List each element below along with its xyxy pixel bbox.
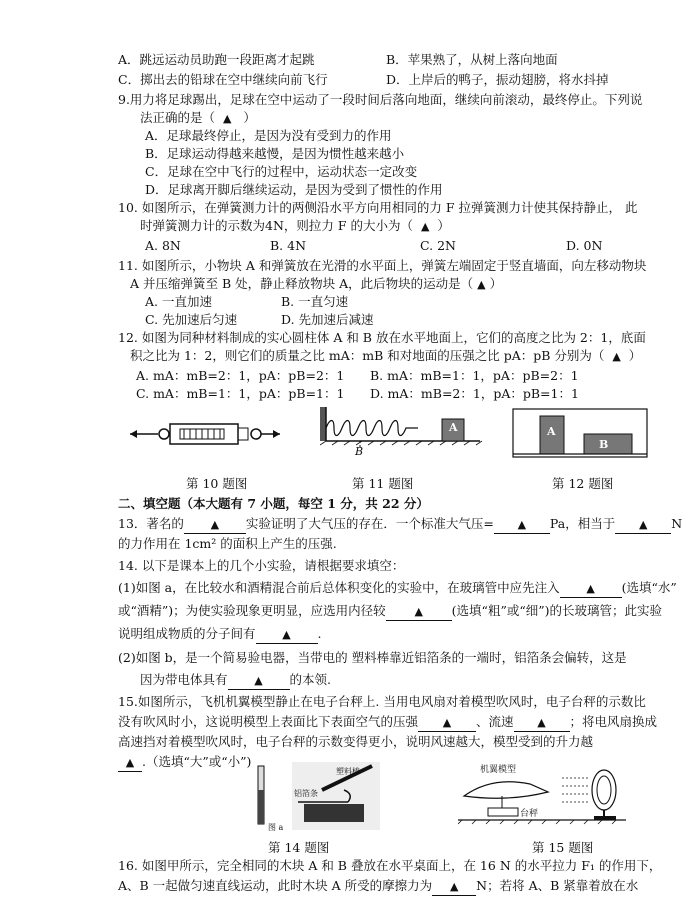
q10-option-d: D. 0N [566, 238, 603, 253]
q13-line-1: 13．著名的 ▲ 实验证明了大气压的存在．一个标准大气压= ▲ Pa，相当于 ▲ N [118, 516, 682, 534]
q10-option-b: B. 4N [270, 238, 307, 253]
q12-option-b: B. mA：mB=1：1，pA：pB=2：1 [370, 368, 579, 383]
option-a: A．跳远运动员助跑一段距离才起跳 [118, 52, 315, 67]
q11-option-b: B. 一直匀速 [281, 294, 349, 309]
scale-label: 台秤 [520, 809, 539, 819]
q9-option-d: D．足球离开脚后继续运动，是因为受到了惯性的作用 [145, 182, 443, 197]
q11-stem-2: A 并压缩弹簧至 B 处，静止释放物块 A，此后物块的运动是（ ▲ ） [130, 276, 503, 291]
q11-option-d: D. 先加速后减速 [281, 312, 374, 327]
q14-line-3: 或“酒精”)；为使实验现象更明显，应选用内径较 ▲ (选填“粗”或“细”)的长玻璃管；此实验 [118, 603, 662, 621]
block-a-label: A [449, 421, 458, 434]
q10-stem-2: 时弹簧测力计的示数为4N，则拉力 F 的大小为（ ▲ ） [140, 218, 450, 233]
q12-stem: 12. 如图为同种材料制成的实心圆柱体 A 和 B 放在水平地面上，它们的高度之比为 2：1，底面 [118, 330, 646, 345]
q16-line-2: A、B 一起做匀速直线运动，此时木块 A 所受的摩擦力为 ▲ N；若将 A、B 紧靠着放在水 [118, 878, 638, 896]
q9-option-b: B．足球运动得越来越慢，是因为惯性越来越小 [145, 146, 405, 161]
wing-model-label: 机翼模型 [480, 765, 517, 775]
q9-option-c: C．足球在空中飞行的过程中，运动状态一定改变 [145, 164, 418, 179]
cylinders-figure [512, 408, 648, 458]
figure-a-label: 图 a [268, 823, 284, 832]
point-b-label: B [355, 445, 364, 458]
q15-line-3: 高速挡对着模型吹风时，电子台秤的示数变得更小，说明风速越大，模型受到的升力越 [118, 734, 594, 749]
q13-line-2: 的力作用在 1cm² 的面积上产生的压强. [118, 536, 337, 551]
figure-15-caption: 第 15 题图 [532, 840, 594, 855]
q9-option-a: A．足球最终停止，是因为没有受到力的作用 [145, 128, 392, 143]
spring-block-figure [320, 405, 484, 461]
q15-line-4: ▲ .（选填“大”或“小”) [118, 754, 251, 772]
q15-line-1: 15.如图所示，飞机机翼模型静止在电子台秤上. 当用电风扇对着模型吹风时，电子台秤的示数比 [118, 694, 646, 709]
figure-12-caption: 第 12 题图 [552, 476, 614, 491]
option-b: B．苹果熟了，从树上落向地面 [386, 52, 558, 67]
q10-option-c: C. 2N [420, 238, 456, 253]
spring-scale-figure [128, 412, 282, 452]
figure-10-caption: 第 10 题图 [186, 476, 248, 491]
option-c: C．掷出去的铅球在空中继续向前飞行 [118, 72, 328, 87]
rod-label: 塑料棒 [336, 767, 360, 776]
cylinder-a-label: A [547, 425, 556, 438]
q14-line-2: (1)如图 a，在比较水和酒精混合前后总体积变化的实验中，在玻璃管中应先注入 ▲ (选填“水” [118, 580, 677, 598]
q12-option-a: A. mA：mB=2：1，pA：pB=2：1 [136, 368, 345, 383]
q15-line-2: 没有吹风时小，这说明模型上表面比下表面空气的压强 ▲ 、流速 ▲ ；将电风扇换成 [118, 714, 657, 732]
q11-stem: 11. 如图所示，小物块 A 和弹簧放在光滑的水平面上，弹簧左端固定于竖直墙面，向左移动物块 [118, 258, 647, 273]
q9-stem: 9.用力将足球踢出，足球在空中运动了一段时间后落向地面，继续向前滚动，最终停止。下列说 [118, 92, 643, 107]
section-2-title: 二、填空题（本大题有 7 小题，每空 1 分，共 22 分） [118, 496, 429, 511]
option-d: D．上岸后的鸭子，振动翅膀，将水抖掉 [386, 72, 609, 87]
q12-option-c: C. mA：mB=1：1，pA：pB=1：1 [136, 386, 345, 401]
q12-stem-2: 积之比为 1：2，则它们的质量之比 mA：mB 和对地面的压强之比 pA：pB 分别为（ ▲ ） [130, 348, 642, 363]
q10-option-a: A. 8N [145, 238, 181, 253]
answer-mark: ▲ [222, 112, 232, 125]
q14-line-5: (2)如图 b，是一个简易验电器，当带电的 塑料棒靠近铝箔条的一端时，铝箔条会偏转，这是 [118, 650, 627, 665]
q12-option-d: D. mA：mB=2：1，pA：pB=1：1 [370, 386, 579, 401]
foil-label: 铝箔条 [294, 789, 318, 798]
q16-line-1: 16. 如图甲所示，完全相同的木块 A 和 B 叠放在水平桌面上，在 16 N 的水平拉力 F₁ 的作用下， [118, 858, 662, 873]
q9-stem-2: 法正确的是（ ▲ ） [140, 110, 256, 125]
q14-line-1: 14. 以下是课本上的几个小实验，请根据要求填空： [118, 558, 405, 573]
q11-option-a: A. 一直加速 [145, 294, 212, 309]
figure-11-caption: 第 11 题图 [352, 476, 414, 491]
cylinder-b-label: B [599, 438, 609, 451]
q14-line-6: 因为带电体具有 ▲ 的本领. [140, 672, 331, 690]
q14-line-4: 说明组成物质的分子间有 ▲ . [118, 626, 322, 644]
q10-stem: 10. 如图所示，在弹簧测力计的两侧沿水平方向用相同的力 F 拉弹簧测力计使其保持静止， 此 [118, 200, 638, 215]
q11-option-c: C. 先加速后匀速 [145, 312, 238, 327]
figure-14-caption: 第 14 题图 [268, 840, 330, 855]
